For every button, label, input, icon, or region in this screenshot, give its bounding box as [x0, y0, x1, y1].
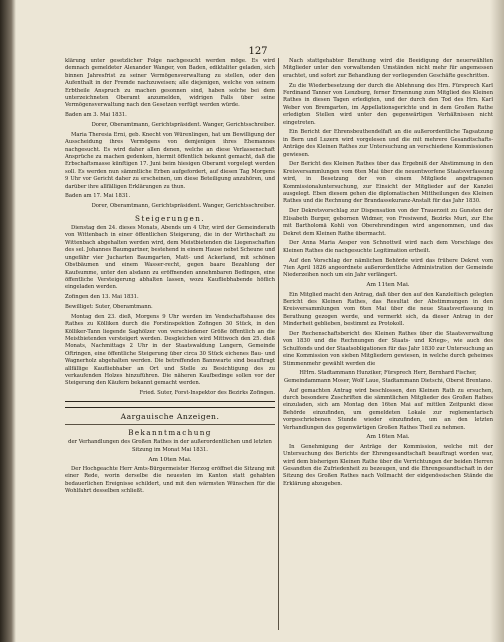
session-paragraph: Zu die Wiederbesetzung der durch die Ablehnung des Hrn. Fürsprech Karl Ferdinand Tanner von Lenzburg, ferner Ernennung zum Mitglied des Kleinen Rathes in diesen Tagen erledigten, und der durch den Tod des Hrn. Karl Weber von Bremgarten, im Appellationsgerichte und in dem Großen Rathe erledigten Stellen wird unter den gegenwärtigen Verhältnissen nicht eingetreten.	[283, 82, 493, 126]
auction-notice-wittenbach: Dienstag den 24. dieses Monats, Abends um 4 Uhr, wird der Gemeinderath von Wittenbach in einer öffentlichen Steigerung, die in der Wirthschaft zu Wittenbach abgehalten werden wird, dem Meistbietenden die Liegenschaften des sel. Johannes Baumgartner, bestehend in einem Hause nebst Scheune und ungefähr vier Jucharten Baumgarten, Matt- und Ackerland, mit schönen Obstbäumen und einem Wasser-recht, gegen baare Bezahlung der Kaufsumme, unter den alsdann zu eröffnenden annehmbaren Bedingen, eine öffentliche Versteigerung abhalten lassen, wozu Kaufliebhabende höflich eingeladen werden.	[65, 225, 275, 291]
session-paragraph: Ein Mitglied macht den Antrag, daß über den auf den Kanzleitisch gelegten Bericht des Kleinen Rathes, das Resultat der Abstimmungen in den Kreisversammlungen vom 6ten Mai über die neue Staatsverfassung in Berathung gezogen werde, und vermerkt sich, da dieser Antrag in der Minderheit geblieben, bestimmt zu Protokoll.	[283, 291, 493, 328]
page-number: 127	[248, 46, 268, 57]
section-heading-steigerungen: Steigerungen.	[135, 213, 205, 223]
session-date: Am 11ten Mai.	[366, 282, 410, 289]
session-paragraph: Der Bericht des Kleinen Rathes über das Ergebniß der Abstimmung in den Kreisversammlungen vom 6ten Mai über die neuentworfene Staatsverfassung wird, in Besetzung der von einem Mitgliede angetragenen Kommissionaluntersuchung, zur Einsicht der Mitglieder auf der Kanzlei ausgelegt. Eben diesem gehen die diplomatischen Mittheilungen des Kleinen Rathes und die Rechnung der Brandassekuranz-Anstalt für das Jahr 1830.	[283, 161, 493, 205]
notice-date: Baden am 3. Mai 1831.	[65, 112, 127, 119]
session-date: Am 16ten Mai.	[366, 434, 410, 441]
commission-members: HHrn. Stadtammann Hunziker, Fürsprech Herr, Bernhard Fischer, Gemeindammann Moser, Wolf Laue, Stadtammann Dietschi, Oberst Brentano.	[283, 370, 493, 384]
session-paragraph: Der Anna Maria Aesper von Schnottwil wird nach dem Vorschlage des Kleinen Rathes die nachgesuchte Legitimation ertheilt.	[283, 240, 493, 254]
heading-bekanntmachung: Bekanntmachung	[128, 427, 212, 437]
bekanntmachung-subtitle: der Verhandlungen des Großen Rathes in der außerordentlichen und letzten Sitzung im Monat Mai 1831.	[68, 439, 272, 453]
notice-signature: Fried. Suter, Forst-Inspektor des Bezirks Zofingen.	[139, 390, 275, 397]
auction-notice-koelliken: Montag den 23. dieß, Morgens 9 Uhr werden im Vendschaftshause des Rathes zu Kölliken durch die Forstinspektion Zofingen 30 Stück, in den Kölliker-Tann liegende Saghölzer von verschiedener Größe öffentlich an die Meistbietenden versteigert werden. Desgleichen wird Mittwoch den 25. dieß Monats, Nachmittags 2 Uhr in der Staatswaldung Langern, Gemeinde Oftringen, eine öffentliche Steigerung über circa 30 Stück eichenes Bau- und Wagnerholz abgehalten werden. Die betreffenden Bannwarte sind beauftragt allfällige Kaufliebhaber an Ort und Stelle zu Besichtigung des zu verkaufenden Holzes hinzuführen. Die näheren Kaufbedinge sollen vor der Steigerung den Käufern bekannt gemacht werden.	[65, 313, 275, 387]
notice-date: Zofingen den 13. Mai 1831.	[65, 294, 139, 301]
session-paragraph: In Genehmigung der Anträge der Kommission, welche mit der Untersuchung des Berichts der Ehrengesandtschaft beauftragt worden war, wird dem bisherigen Kleinen Rathe über die Verrichtungen der beiden Herren Gesandten die Zufriedenheit zu bezeugen, und die Ehrengesandtschaft in der Sitzung des Großen Rathes nach Vollmacht der eidgenössischen Stände die Erklärung abzugeben.	[283, 443, 493, 487]
notice-signature: Bewilliget: Suter, Oberamtmann.	[65, 303, 153, 310]
notice-signature: Dorer, Oberamtmann, Gerichtspräsident. Wanger, Gerichtsschreiber.	[91, 203, 275, 210]
section-heading-aargauische-anzeigen: Aargauische Anzeigen.	[120, 411, 220, 421]
session-paragraph: Der Dekretsvorschlag zur Dispensation von der Trauerzeit zu Gunsten der Elisabeth Burger, gebornen Widmer, von Fresiwend, Bezirks Muri, zur Ehe mit Bartholomä Kohli von Oberehrendingen wird angenommen, und das Dekret dem Kleinen Rathe übermacht.	[283, 208, 493, 237]
notice-wanger: klärung unter gesetzlicher Folge nachgesucht werden möge. Es wird demnach gemeldeter Alexander Wanger, von Baden, ediktaliter geladen, sich binnen Jahresfrist zu seiner Vermögensverwaltung zu stellen, oder den Aufenthalt in der Fremde nachzuweisen; alle diejenigen, welche von seinem Erbtheile Anspruch zu machen gesonnen sind, haben solche bei dem unterzeichneten Oberamt anzumelden, widrigen Falls über seine Vermögensverwaltung nach den Gesetzen verfügt werden würde.	[65, 58, 275, 109]
session-date: Am 10ten Mai.	[148, 456, 192, 463]
divider	[65, 424, 275, 425]
session-paragraph: Auf den Vorschlag der nämlichen Behörde wird das frühere Dekret vom 7ten April 1826 angeordnete außerordentliche Administration der Gemeinde Niederzeihen noch um ein Jahr verlängert.	[283, 257, 493, 279]
session-paragraph: Auf gemachten Antrag wird beschlossen, den Kleinen Rath zu ersuchen, durch besondere Zuschriften die sämmtlichen Mitglieder des Großen Rathes einzuladen, sich am Montag den 16ten Mai auf mittlen Zeitpunkt diese Behörde einzufinden, um gemeldeten Lokale zur reglementarisch vorgeschriebenen Stunde wieder einzufinden, um an den letzten Verhandlungen des gegenwärtigen Großen Rathes Theil zu nehmen.	[283, 387, 493, 431]
column-rule	[278, 58, 279, 630]
left-column	[65, 58, 275, 630]
session-paragraph: Nach stattgehabter Berathung wird die Beeidigung der neuerwählten Mitglieder unter den vorwaltenden Umständen nicht mehr für angemessen erachtet, und sofort zur Behandlung der vorliegenden Geschäfte geschritten.	[283, 58, 493, 79]
session-paragraph: Ein Bericht der Ehrensbeuthendelfaft an die außerordentliche Tagsatzung in Bern und Luzern wird vorgelesen und die mit mehrere Gesandtschafts-Anträge des Kleinen Rathes zur Untersuchung an verschiedene Kommissionen gewiesen.	[283, 129, 493, 158]
notice-erni: Maria Theresia Erni, geb. Knecht von Würenlingen, hat um Bewilligung der Ausscheidung ihres Vermögens von demjenigen ihres Ehemannes nachgesucht. Es wird daher allen denen, welche an diese Verlassenschaft Ansprüche zu machen gedenken, hiermit öffentlich bekannt gemacht, daß die Erbschaftsmasse künftigen 17. Juni beim hiesigen Oberamt vorgelegt werden soll. Es werden nun sämmtliche Erben aufgefordert, auf diesen Tag Morgens 9 Uhr vor Gericht daher zu erscheinen, um diese Beteiligung anzuhören, und darüber ihre allfälligen Erklärungen zu thun.	[65, 131, 275, 190]
right-column	[283, 58, 493, 630]
session-paragraph: Der Hochgeachte Herr Amts-Bürgermeister Herzog eröffnet die Sitzung mit einer Rede, worin derselbe die neuesten im Kanton statt gehabten bedauerlichen Ereignisse schildert, und mit den wärmsten Wünschen für die Wohlfahrt desselben schließt.	[65, 466, 275, 495]
notice-date: Baden am 17. Mai 1831.	[65, 193, 131, 200]
book-binding-shadow	[0, 0, 16, 642]
session-paragraph: Der Rechenschaftsbericht des Kleinen Rathes über die Staatsverwaltung von 1830 und die Rechnungen der Staats- und Kriegs-, wie auch des Schulfonds und der Staatsobligationen für das Jahr 1830 zur Untersuchung an eine Kommission von sieben Mitgliedern gewiesen, in welche durch geheimes Stimmenmehr gewählt werden die	[283, 330, 493, 367]
section-separator	[65, 401, 275, 408]
notice-signature: Dorer, Oberamtmann, Gerichtspräsident. Wanger, Gerichtsschreiber.	[91, 122, 275, 129]
